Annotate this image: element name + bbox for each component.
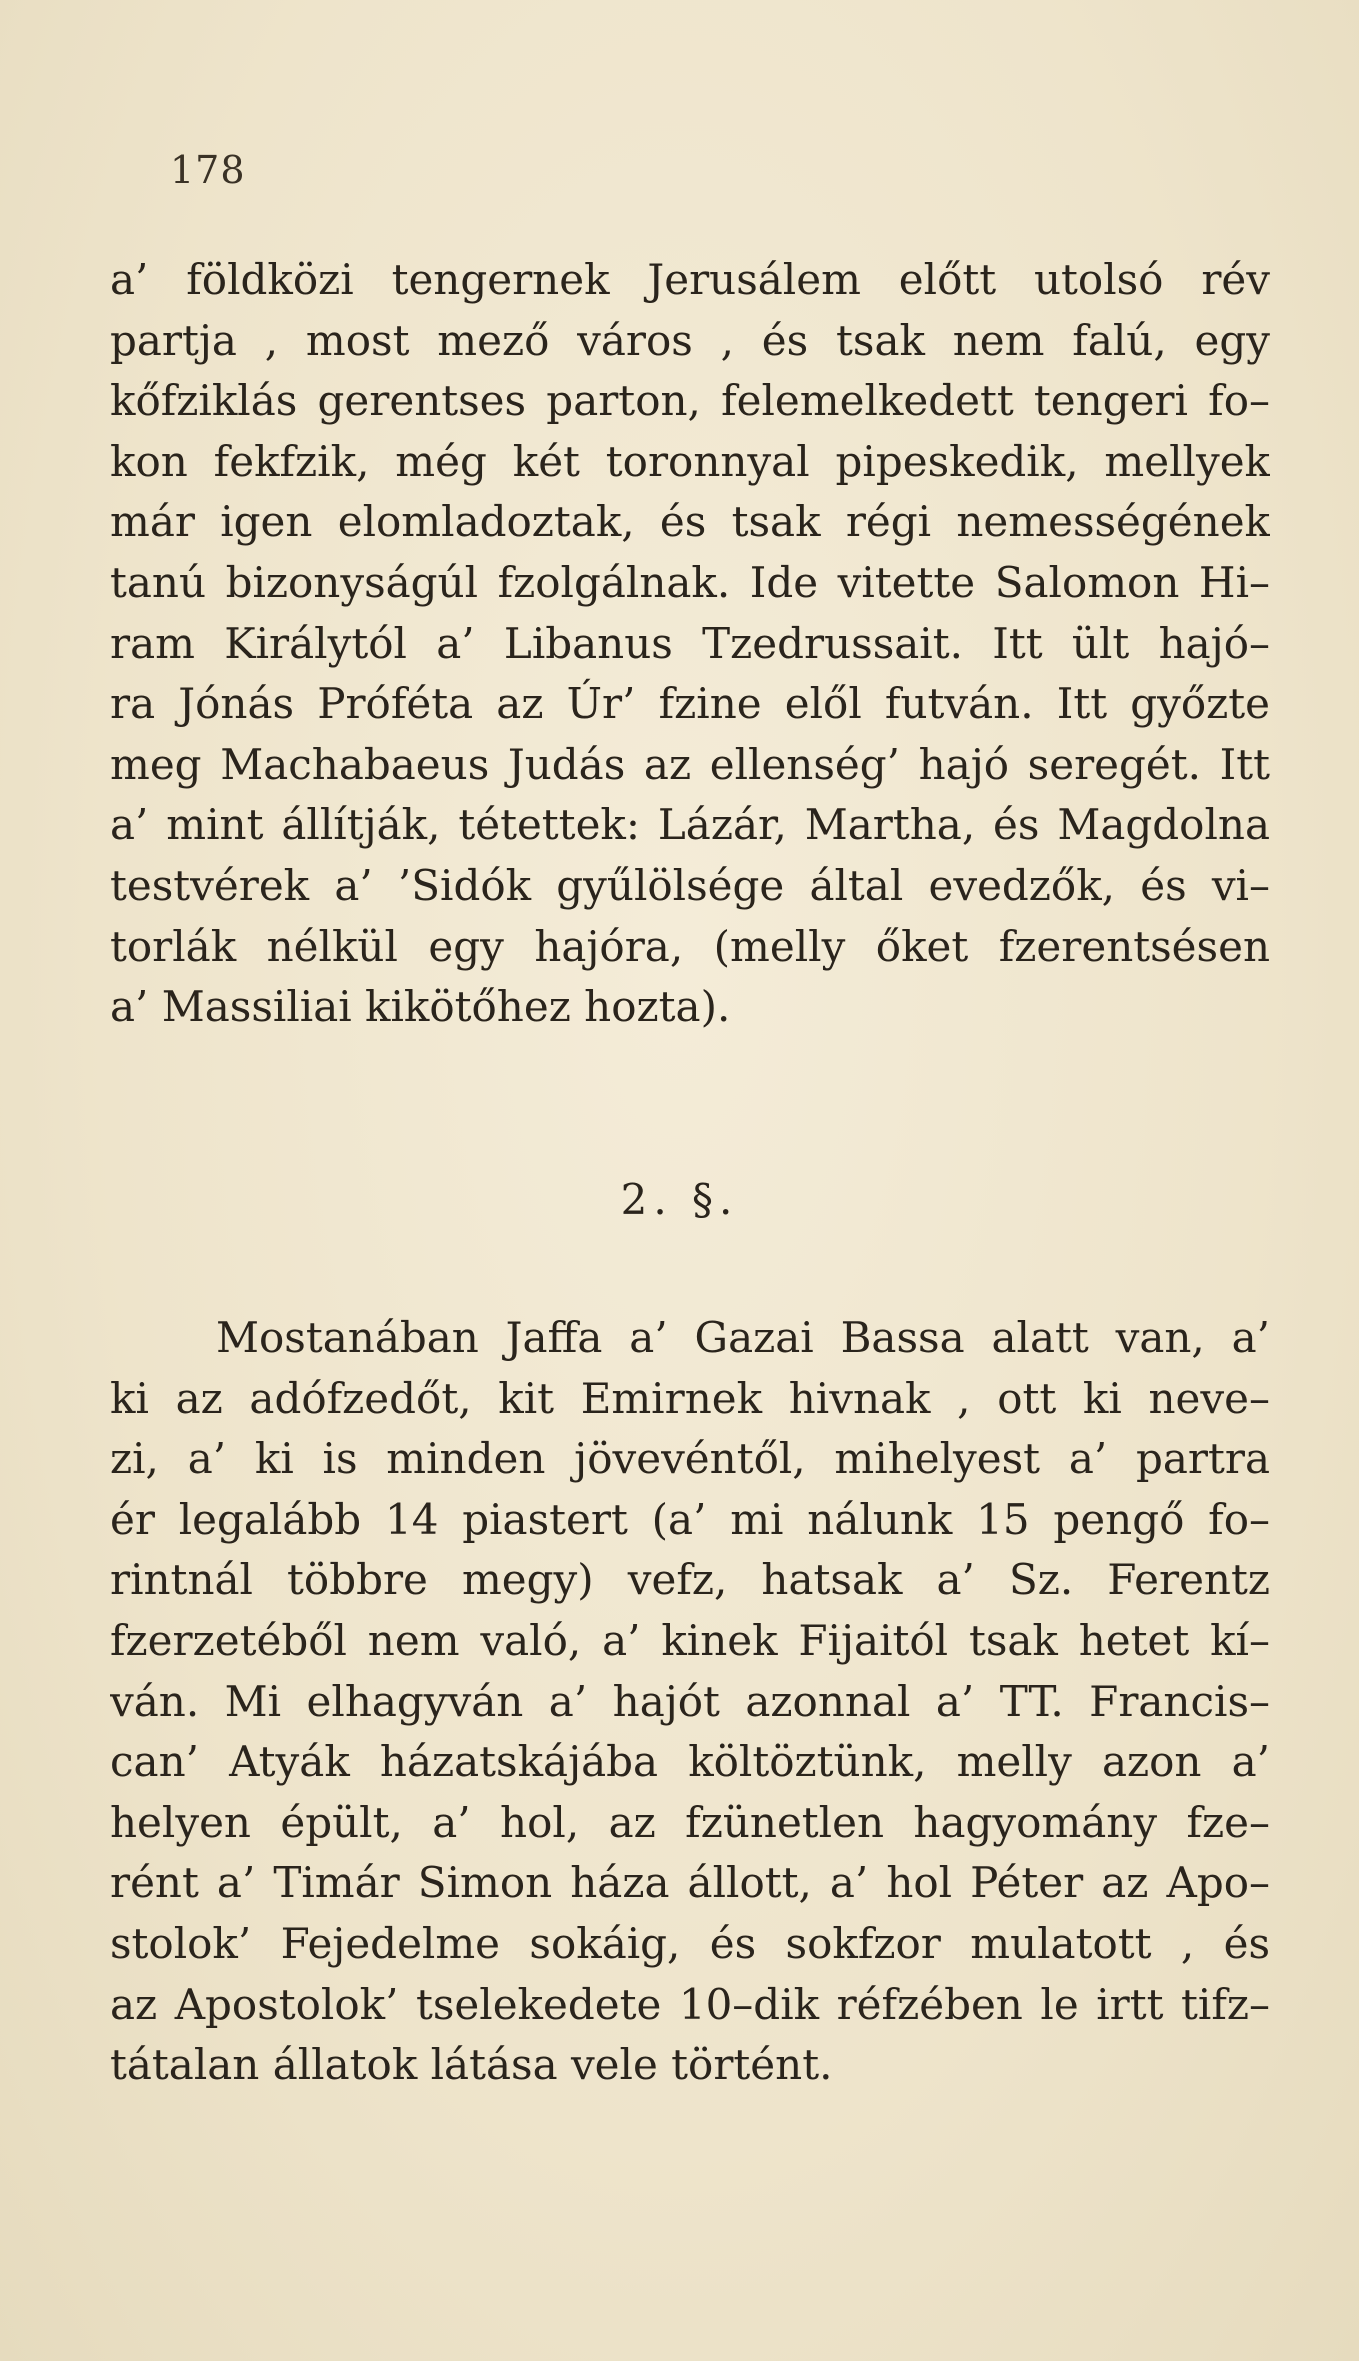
page-number: 178 [170,148,246,192]
text-line: az Apostolok’ tselekedete 10–dik réfzében le irtt tifz– [110,1979,1270,2029]
text-line: ván. Mi elhagyván a’ hajót azonnal a’ TT. Francis– [110,1676,1270,1726]
section-heading: 2. §. [620,1175,739,1224]
text-line: testvérek a’ ’Sidók gyűlölsége által evedzők, és vi– [110,860,1270,910]
text-line: ér legalább 14 piastert (a’ mi nálunk 15 pengő fo– [110,1494,1270,1544]
text-line: fzerzetéből nem való, a’ kinek Fijaitól tsak hetet kí– [110,1615,1270,1665]
text-line: a’ földközi tengernek Jerusálem előtt utolsó rév [110,255,1270,304]
text-line: ki az adófzedőt, kit Emirnek hivnak , ott ki neve– [110,1373,1270,1423]
paragraph-2 [110,1308,1270,2096]
text-line: a’ Massiliai kikötőhez hozta). [110,982,731,1032]
text-line: ra Jónás Próféta az Úr’ fzine elől futván. Itt győzte [110,679,1270,729]
text-line: már igen elomladoztak, és tsak régi nemességének [110,497,1270,547]
text-line: tátalan állatok látása vele történt. [110,2040,833,2090]
text-line: rintnál többre megy) vefz, hatsak a’ Sz. Ferentz [110,1555,1270,1605]
text-line: ram Királytól a’ Libanus Tzedrussait. Itt ült hajó– [110,618,1270,668]
text-line: a’ mint állítják, tétettek: Lázár, Martha, és Magdolna [110,800,1270,850]
text-line: can’ Atyák házatskájába költöztünk, melly azon a’ [110,1737,1270,1787]
text-line: partja , most mező város , és tsak nem falú, egy [110,315,1270,365]
text-line: meg Machabaeus Judás az ellenség’ hajó seregét. Itt [110,739,1270,789]
text-line: kon fekfzik, még két toronnyal pipeskedik, mellyek [110,436,1270,486]
paragraph-1 [110,250,1270,1038]
text-line: stolok’ Fejedelme sokáig, és sokfzor mulatott , és [110,1918,1270,1968]
text-line: kőfziklás gerentses parton, felemelkedett tengeri fo– [110,376,1270,426]
text-line: Mostanában Jaffa a’ Gazai Bassa alatt van, a’ [216,1313,1270,1362]
text-line: torlák nélkül egy hajóra, (melly őket fzerentsésen [110,921,1270,971]
text-line: zi, a’ ki is minden jövevéntől, mihelyest a’ partra [110,1434,1270,1484]
text-line: rént a’ Timár Simon háza állott, a’ hol Péter az Apo– [110,1858,1270,1908]
text-line: helyen épült, a’ hol, az fzünetlen hagyomány fze– [110,1797,1270,1847]
text-line: tanú bizonyságúl fzolgálnak. Ide vitette Salomon Hi– [110,557,1270,607]
